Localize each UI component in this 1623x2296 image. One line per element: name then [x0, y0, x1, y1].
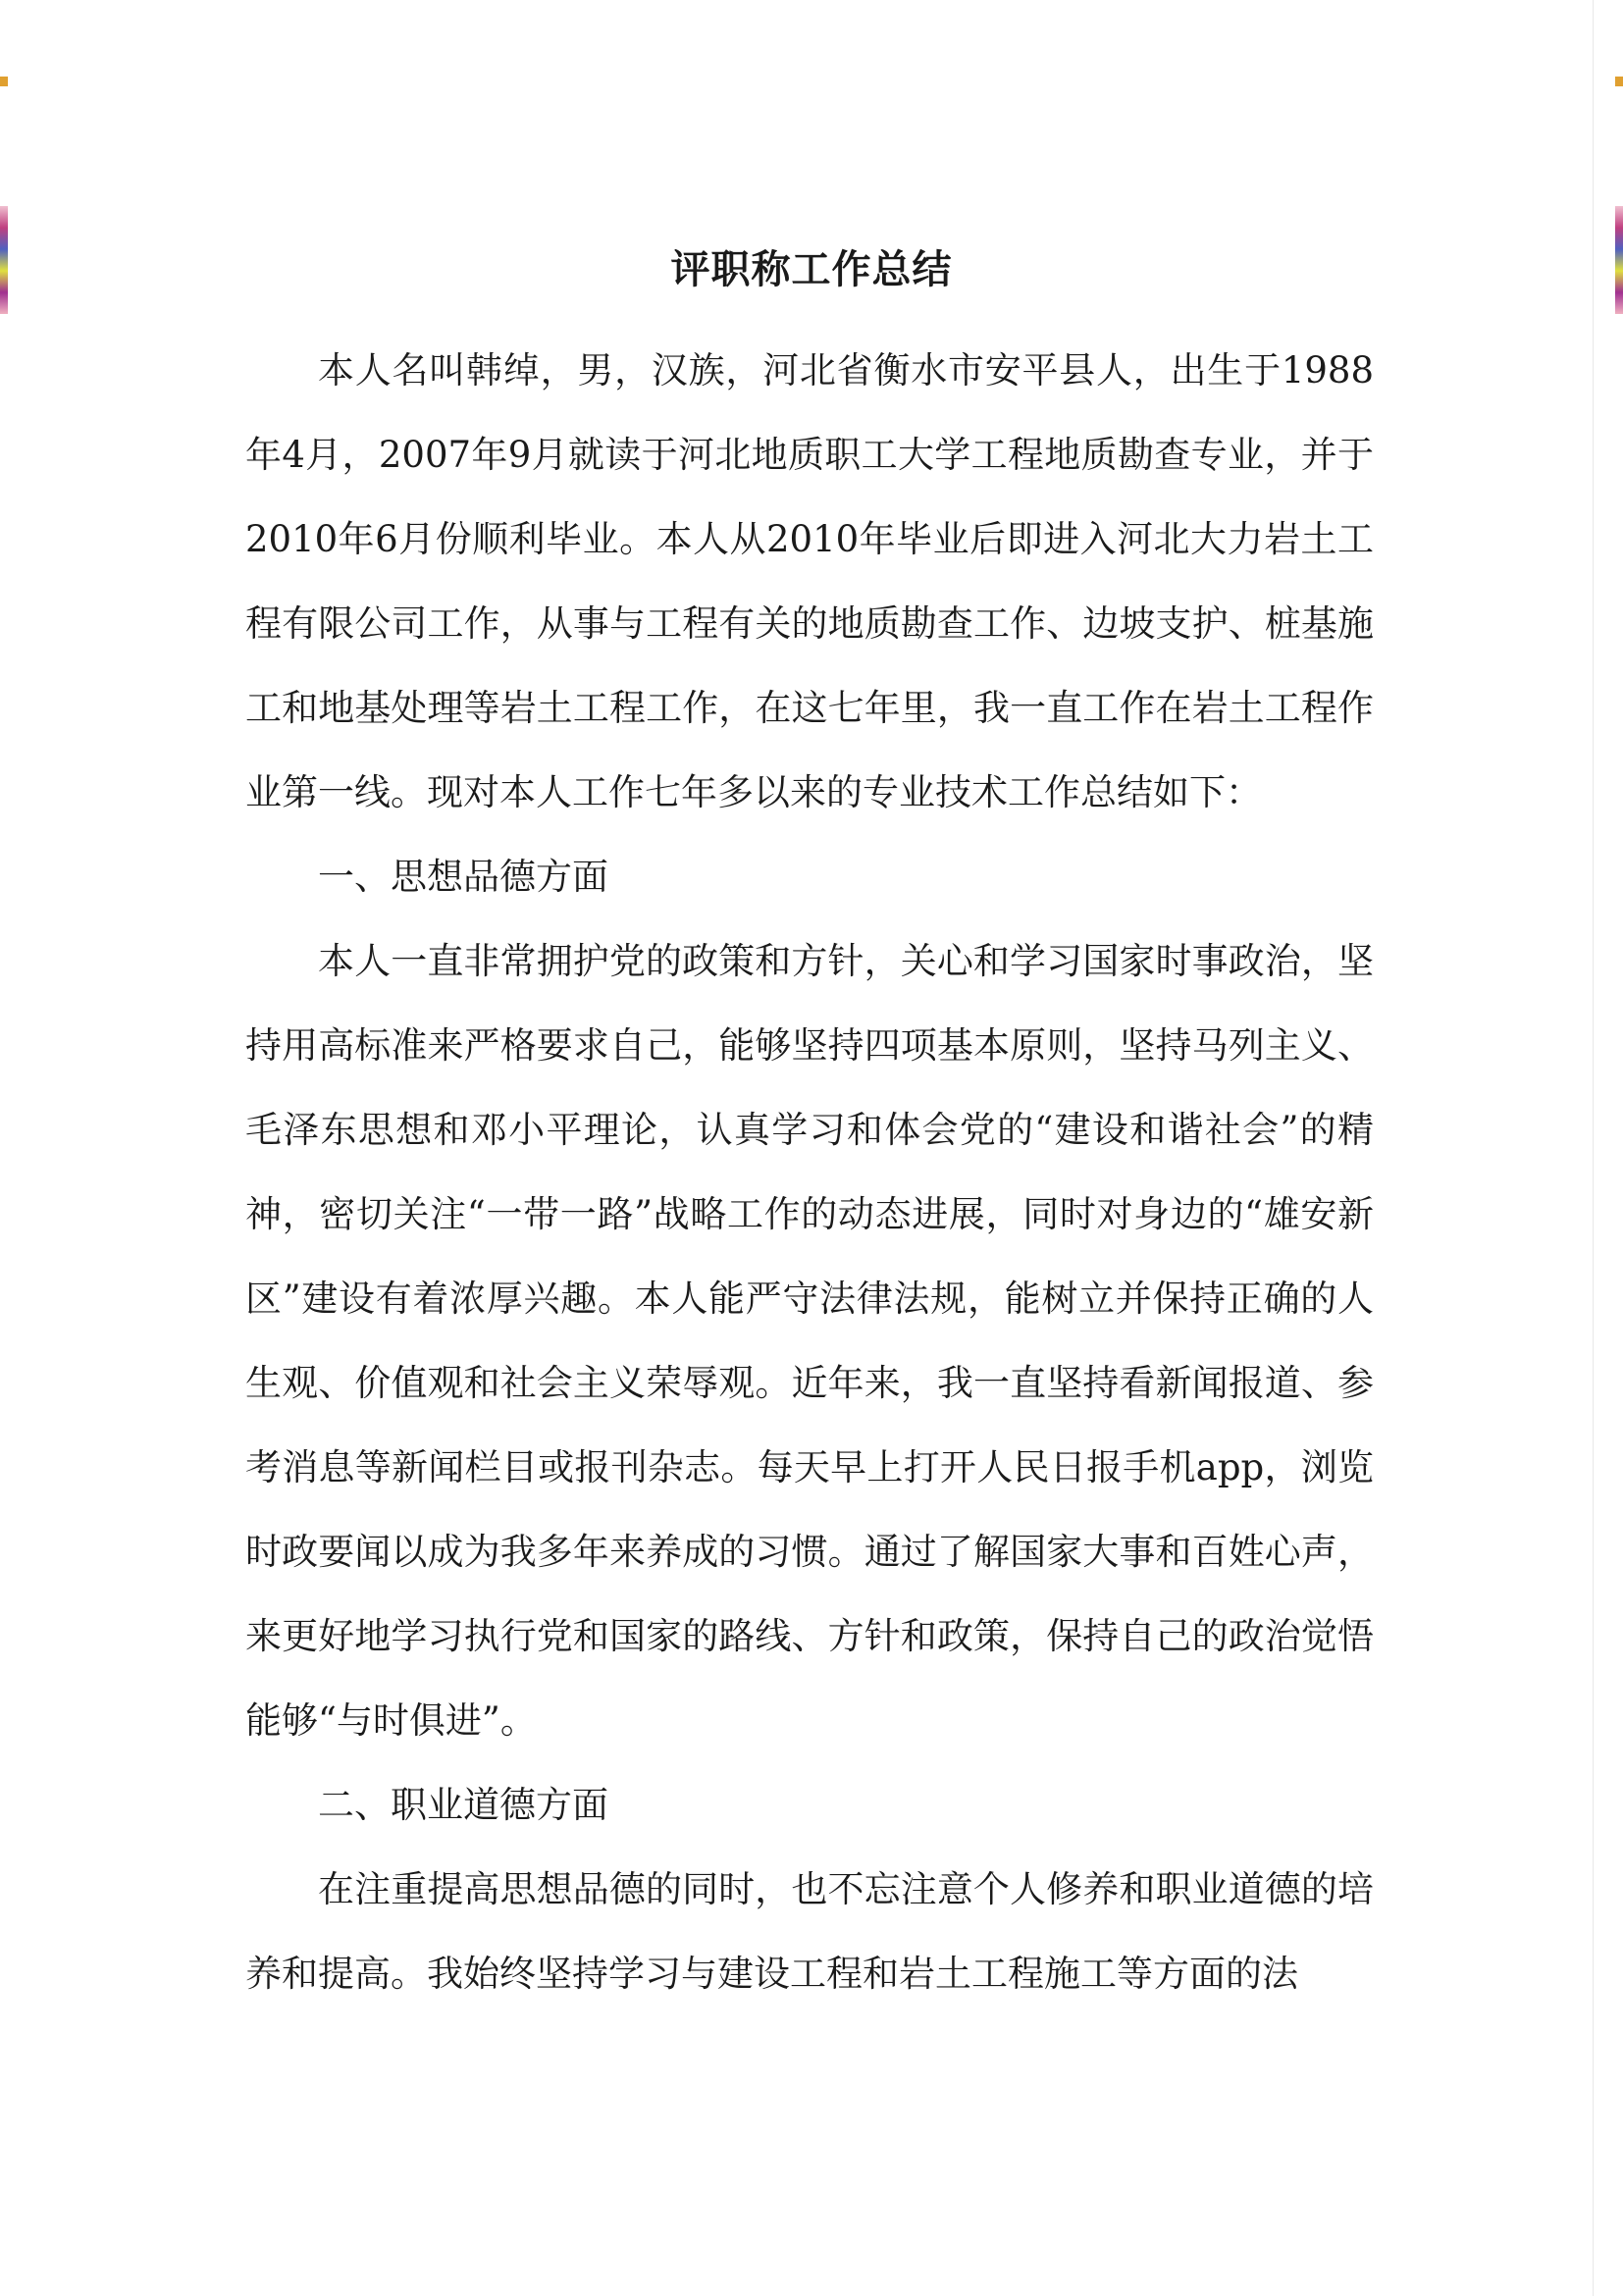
scan-color-mark — [1615, 77, 1623, 86]
scan-color-mark — [0, 77, 8, 86]
section-heading-ideology: 一、思想品德方面 — [318, 856, 608, 898]
document-body — [245, 329, 1374, 2016]
scan-edge-line — [1593, 0, 1594, 2296]
document-title: 评职称工作总结 — [670, 246, 953, 292]
paragraph-ideology: 本人一直非常拥护党的政策和方针，关心和学习国家时事政治，坚持用高标准来严格要求自己，能够坚持四项基本原则，坚持马列主义、毛泽东思想和邓小平理论，认真学习和体会党的“建设和谐社会”的精神，密切关注“一带一路”战略工作的动态进展，同时对身边的“雄安新区”建设有着浓厚兴趣。本人能严守法律法规，能树立并保持正确的人生观、价值观和社会主义荣辱观。近年来，我一直坚持看新闻报道、参考消息等新闻栏目或报刊杂志。每天早上打开人民日报手机app，浏览时政要闻以成为我多年来养成的习惯。通过了解国家大事和百姓心声，来更好地学习执行党和国家的路线、方针和政策，保持自己的政治觉悟能够“与时俱进”。 — [245, 940, 1374, 1742]
paragraph-intro: 本人名叫韩绰，男，汉族，河北省衡水市安平县人，出生于1988年4月，2007年9月就读于河北地质职工大学工程地质勘查专业，并于2010年6月份顺利毕业。本人从2010年毕业后即进入河北大力岩土工程有限公司工作，从事与工程有关的地质勘查工作、边坡支护、桩基施工和地基处理等岩土工程工作，在这七年里，我一直工作在岩土工程作业第一线。现对本人工作七年多以来的专业技术工作总结如下： — [245, 349, 1374, 813]
paragraph-ethics: 在注重提高思想品德的同时，也不忘注意个人修养和职业道德的培养和提高。我始终坚持学习与建设工程和岩土工程施工等方面的法 — [245, 1868, 1374, 1995]
section-heading-ethics: 二、职业道德方面 — [318, 1784, 608, 1826]
